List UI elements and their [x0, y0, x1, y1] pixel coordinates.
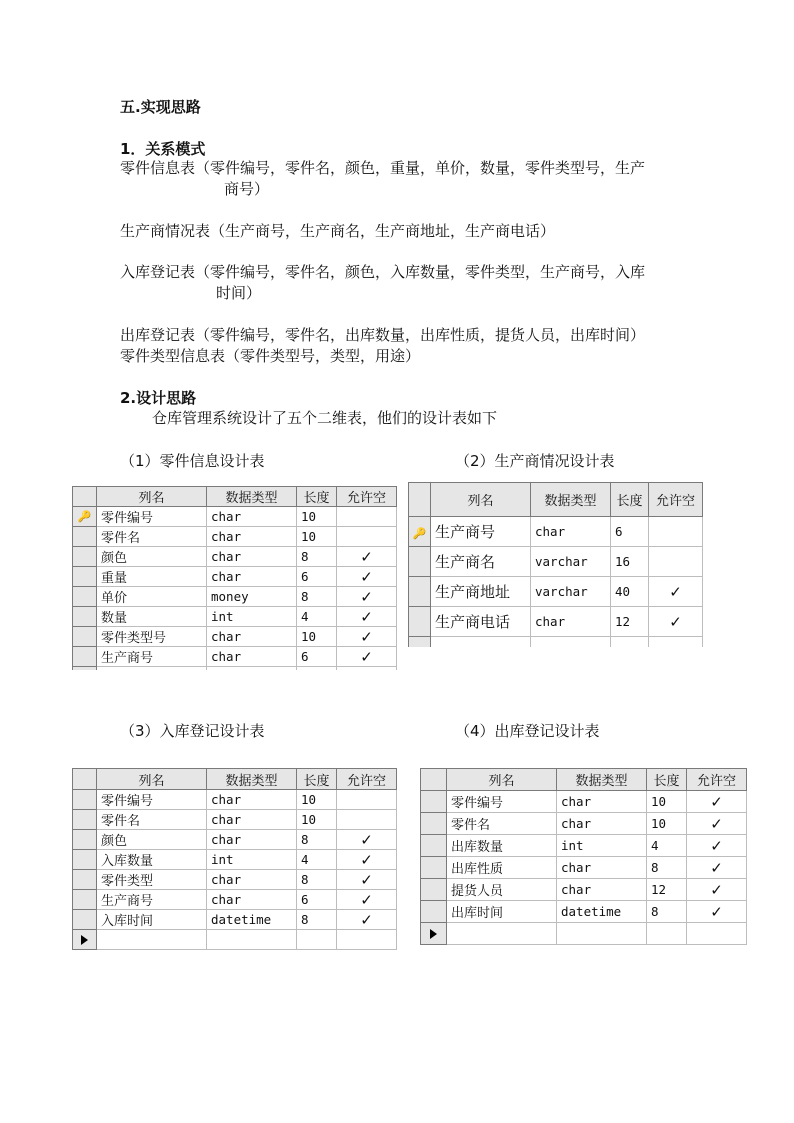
- length-cell[interactable]: 10: [647, 813, 687, 835]
- check-mark-icon: ✓: [360, 647, 373, 666]
- allow-null-checkbox[interactable]: [687, 901, 747, 923]
- empty-cell[interactable]: [447, 923, 557, 945]
- length-cell[interactable]: 10: [297, 507, 337, 527]
- data-type-cell[interactable]: char: [207, 567, 297, 587]
- empty-cell[interactable]: [531, 637, 611, 648]
- table-row[interactable]: [73, 810, 397, 830]
- data-type-cell[interactable]: int: [557, 835, 647, 857]
- allow-null-checkbox[interactable]: [649, 577, 703, 607]
- allow-null-checkbox[interactable]: [687, 879, 747, 901]
- check-mark-icon: ✓: [710, 880, 723, 899]
- check-mark-icon: ✓: [360, 627, 373, 646]
- check-mark-icon: ✓: [710, 836, 723, 855]
- design-table: [72, 486, 397, 670]
- check-mark-icon: ✓: [360, 870, 373, 889]
- empty-cell[interactable]: [207, 930, 297, 950]
- row-selector[interactable]: [421, 901, 447, 923]
- header-row: [421, 769, 747, 791]
- row-selector[interactable]: [409, 607, 431, 637]
- empty-cell[interactable]: [611, 637, 649, 648]
- column-name-header[interactable]: 列名: [97, 487, 207, 507]
- relation-in-line1: 入库登记表（零件编号，零件名，颜色，入库数量，零件类型，生产商号，入库: [120, 263, 646, 281]
- row-selector[interactable]: [73, 527, 97, 547]
- empty-cell[interactable]: [431, 637, 531, 648]
- data-type-cell[interactable]: int: [207, 607, 297, 627]
- length-header[interactable]: 长度: [297, 487, 337, 507]
- table-row[interactable]: [409, 577, 703, 607]
- data-type-cell[interactable]: char: [531, 517, 611, 547]
- check-mark-icon: ✓: [360, 607, 373, 626]
- allow-null-checkbox[interactable]: [649, 547, 703, 577]
- length-cell[interactable]: 10: [297, 790, 337, 810]
- length-header[interactable]: 长度: [611, 483, 649, 517]
- column-name-cell[interactable]: 零件名: [97, 810, 207, 830]
- length-cell[interactable]: 12: [647, 879, 687, 901]
- new-row-selector[interactable]: [409, 637, 431, 648]
- allow-null-checkbox[interactable]: [687, 791, 747, 813]
- allow-null-header[interactable]: 允许空: [337, 769, 397, 790]
- empty-cell[interactable]: [297, 930, 337, 950]
- table-row[interactable]: [73, 507, 397, 527]
- relation-parts-line1: 零件信息表（零件编号，零件名，颜色，重量，单价，数量，零件类型号，生产: [120, 159, 646, 177]
- row-selector[interactable]: [421, 791, 447, 813]
- new-row[interactable]: [73, 930, 397, 950]
- row-selector[interactable]: [73, 850, 97, 870]
- subheading-design: 2.设计思路: [120, 389, 197, 407]
- empty-cell[interactable]: [97, 667, 207, 671]
- row-selector-header: [421, 769, 447, 791]
- column-name-cell[interactable]: 生产商电话: [431, 607, 531, 637]
- empty-cell[interactable]: [97, 930, 207, 950]
- design-table: [408, 482, 703, 647]
- check-mark-icon: ✓: [669, 612, 682, 631]
- table-row[interactable]: [421, 879, 747, 901]
- length-cell[interactable]: 4: [647, 835, 687, 857]
- new-row-selector[interactable]: [73, 930, 97, 950]
- table-row[interactable]: [73, 890, 397, 910]
- table-row[interactable]: [73, 647, 397, 667]
- table-row[interactable]: [421, 791, 747, 813]
- section-title: 五.实现思路: [120, 98, 201, 116]
- check-mark-icon: ✓: [710, 792, 723, 811]
- column-name-cell[interactable]: 出库时间: [447, 901, 557, 923]
- row-selector[interactable]: [409, 547, 431, 577]
- length-cell[interactable]: 8: [647, 901, 687, 923]
- length-cell[interactable]: 8: [297, 870, 337, 890]
- check-mark-icon: ✓: [360, 910, 373, 929]
- data-type-cell[interactable]: char: [207, 647, 297, 667]
- check-mark-icon: ✓: [360, 850, 373, 869]
- row-selector[interactable]: [73, 870, 97, 890]
- column-name-cell[interactable]: 出库性质: [447, 857, 557, 879]
- allow-null-checkbox[interactable]: [337, 507, 397, 527]
- row-selector[interactable]: [73, 507, 97, 527]
- column-name-cell[interactable]: 零件编号: [97, 507, 207, 527]
- relation-parts-line2: 商号）: [224, 180, 270, 198]
- caption-table-2: （2）生产商情况设计表: [455, 452, 615, 470]
- column-name-cell[interactable]: 生产商号: [431, 517, 531, 547]
- column-name-header[interactable]: 列名: [431, 483, 531, 517]
- table-row[interactable]: [73, 527, 397, 547]
- table-row[interactable]: [73, 627, 397, 647]
- length-cell[interactable]: 6: [611, 517, 649, 547]
- check-mark-icon: ✓: [360, 567, 373, 586]
- row-selector[interactable]: [73, 910, 97, 930]
- header-row: [73, 487, 397, 507]
- column-name-cell[interactable]: 生产商地址: [431, 577, 531, 607]
- length-cell[interactable]: 8: [297, 910, 337, 930]
- column-name-cell[interactable]: 入库数量: [97, 850, 207, 870]
- header-row: [73, 769, 397, 790]
- table-row[interactable]: [409, 607, 703, 637]
- check-mark-icon: ✓: [710, 902, 723, 921]
- column-name-cell[interactable]: 出库数量: [447, 835, 557, 857]
- data-type-cell[interactable]: int: [207, 850, 297, 870]
- data-type-cell[interactable]: char: [207, 790, 297, 810]
- empty-cell[interactable]: [649, 637, 703, 648]
- length-cell[interactable]: 8: [297, 587, 337, 607]
- primary-key-icon: 🔑: [412, 526, 427, 540]
- row-selector[interactable]: [73, 627, 97, 647]
- table-row[interactable]: [421, 901, 747, 923]
- design-grid-maker: [408, 482, 720, 647]
- length-cell[interactable]: 8: [297, 830, 337, 850]
- length-cell[interactable]: 10: [297, 810, 337, 830]
- allow-null-checkbox[interactable]: [337, 607, 397, 627]
- empty-cell[interactable]: [647, 923, 687, 945]
- allow-null-checkbox[interactable]: [337, 850, 397, 870]
- allow-null-checkbox[interactable]: [687, 857, 747, 879]
- table-row[interactable]: [73, 547, 397, 567]
- table-row[interactable]: [73, 850, 397, 870]
- row-selector[interactable]: [73, 810, 97, 830]
- data-type-cell[interactable]: char: [557, 813, 647, 835]
- row-selector[interactable]: [409, 517, 431, 547]
- table-row[interactable]: [73, 587, 397, 607]
- table-row[interactable]: [421, 857, 747, 879]
- row-selector[interactable]: [73, 547, 97, 567]
- length-cell[interactable]: 4: [297, 850, 337, 870]
- empty-cell[interactable]: [337, 667, 397, 671]
- design-grid-parts: [72, 486, 398, 670]
- data-type-cell[interactable]: char: [207, 527, 297, 547]
- column-name-header[interactable]: 列名: [97, 769, 207, 790]
- check-mark-icon: ✓: [360, 830, 373, 849]
- allow-null-header[interactable]: 允许空: [337, 487, 397, 507]
- data-type-header[interactable]: 数据类型: [531, 483, 611, 517]
- table-row[interactable]: [73, 567, 397, 587]
- table-row[interactable]: [73, 790, 397, 810]
- length-cell[interactable]: 8: [297, 547, 337, 567]
- column-name-cell[interactable]: 零件名: [97, 527, 207, 547]
- check-mark-icon: ✓: [360, 547, 373, 566]
- column-name-cell[interactable]: 零件类型号: [97, 627, 207, 647]
- column-name-cell[interactable]: 颜色: [97, 830, 207, 850]
- column-name-cell[interactable]: 重量: [97, 567, 207, 587]
- column-name-cell[interactable]: 提货人员: [447, 879, 557, 901]
- data-type-cell[interactable]: char: [557, 791, 647, 813]
- allow-null-checkbox[interactable]: [337, 870, 397, 890]
- data-type-cell[interactable]: char: [207, 870, 297, 890]
- allow-null-checkbox[interactable]: [337, 587, 397, 607]
- column-name-cell[interactable]: 数量: [97, 607, 207, 627]
- design-grid-in: [72, 768, 398, 952]
- row-selector[interactable]: [421, 879, 447, 901]
- table-row[interactable]: [73, 830, 397, 850]
- length-cell[interactable]: 6: [297, 647, 337, 667]
- row-selector[interactable]: [73, 567, 97, 587]
- row-selector[interactable]: [421, 857, 447, 879]
- column-name-cell[interactable]: 颜色: [97, 547, 207, 567]
- data-type-cell[interactable]: char: [207, 810, 297, 830]
- check-mark-icon: ✓: [710, 858, 723, 877]
- allow-null-checkbox[interactable]: [649, 607, 703, 637]
- new-row[interactable]: [421, 923, 747, 945]
- data-type-cell[interactable]: money: [207, 587, 297, 607]
- row-selector[interactable]: [73, 890, 97, 910]
- allow-null-checkbox[interactable]: [337, 830, 397, 850]
- allow-null-checkbox[interactable]: [337, 790, 397, 810]
- caption-table-1: （1）零件信息设计表: [120, 452, 265, 470]
- current-row-arrow-icon: [430, 929, 437, 939]
- check-mark-icon: ✓: [669, 582, 682, 601]
- column-name-cell[interactable]: 零件编号: [97, 790, 207, 810]
- design-table: [72, 768, 397, 950]
- caption-table-3: （3）入库登记设计表: [120, 722, 265, 740]
- data-type-cell[interactable]: char: [557, 879, 647, 901]
- length-cell[interactable]: 6: [297, 890, 337, 910]
- new-row-selector[interactable]: [73, 667, 97, 671]
- column-name-cell[interactable]: 单价: [97, 587, 207, 607]
- design-grid-out: [420, 768, 756, 945]
- data-type-cell[interactable]: datetime: [557, 901, 647, 923]
- allow-null-header[interactable]: 允许空: [649, 483, 703, 517]
- data-type-cell[interactable]: char: [207, 890, 297, 910]
- data-type-cell[interactable]: char: [207, 627, 297, 647]
- data-type-cell[interactable]: char: [557, 857, 647, 879]
- column-name-cell[interactable]: 生产商名: [431, 547, 531, 577]
- row-selector-header: [73, 487, 97, 507]
- allow-null-checkbox[interactable]: [337, 547, 397, 567]
- new-row[interactable]: [409, 637, 703, 648]
- allow-null-checkbox[interactable]: [687, 813, 747, 835]
- length-cell[interactable]: 4: [297, 607, 337, 627]
- row-selector-header: [73, 769, 97, 790]
- relation-maker: 生产商情况表（生产商号，生产商名，生产商地址，生产商电话）: [120, 222, 556, 240]
- data-type-cell[interactable]: varchar: [531, 547, 611, 577]
- length-cell[interactable]: 16: [611, 547, 649, 577]
- column-name-cell[interactable]: 生产商号: [97, 647, 207, 667]
- length-cell[interactable]: 10: [647, 791, 687, 813]
- row-selector[interactable]: [73, 790, 97, 810]
- row-selector[interactable]: [73, 830, 97, 850]
- table-row[interactable]: [73, 910, 397, 930]
- table-row[interactable]: [421, 813, 747, 835]
- allow-null-checkbox[interactable]: [337, 527, 397, 547]
- empty-cell[interactable]: [687, 923, 747, 945]
- check-mark-icon: ✓: [360, 890, 373, 909]
- column-name-header[interactable]: 列名: [447, 769, 557, 791]
- length-cell[interactable]: 40: [611, 577, 649, 607]
- data-type-cell[interactable]: char: [531, 607, 611, 637]
- data-type-header[interactable]: 数据类型: [207, 769, 297, 790]
- empty-cell[interactable]: [297, 667, 337, 671]
- column-name-cell[interactable]: 生产商号: [97, 890, 207, 910]
- column-name-cell[interactable]: 零件名: [447, 813, 557, 835]
- length-cell[interactable]: 6: [297, 567, 337, 587]
- relation-out: 出库登记表（零件编号，零件名，出库数量，出库性质，提货人员，出库时间）: [120, 326, 646, 344]
- row-selector[interactable]: [409, 577, 431, 607]
- allow-null-header[interactable]: 允许空: [687, 769, 747, 791]
- data-type-cell[interactable]: datetime: [207, 910, 297, 930]
- allow-null-checkbox[interactable]: [337, 890, 397, 910]
- current-row-arrow-icon: [81, 935, 88, 945]
- row-selector[interactable]: [73, 647, 97, 667]
- length-header[interactable]: 长度: [647, 769, 687, 791]
- table-row[interactable]: [409, 517, 703, 547]
- table-row[interactable]: [73, 607, 397, 627]
- row-selector-header: [409, 483, 431, 517]
- relation-in-line2: 时间）: [216, 284, 262, 302]
- allow-null-checkbox[interactable]: [337, 810, 397, 830]
- allow-null-checkbox[interactable]: [337, 647, 397, 667]
- data-type-cell[interactable]: char: [207, 507, 297, 527]
- design-table: [420, 768, 747, 945]
- row-selector[interactable]: [421, 813, 447, 835]
- column-name-cell[interactable]: 零件编号: [447, 791, 557, 813]
- length-header[interactable]: 长度: [297, 769, 337, 790]
- caption-table-4: （4）出库登记设计表: [455, 722, 600, 740]
- data-type-cell[interactable]: char: [207, 830, 297, 850]
- subheading-relation-schema: 1．关系模式: [120, 140, 206, 158]
- relation-type: 零件类型信息表（零件类型号，类型，用途）: [120, 347, 421, 365]
- empty-cell[interactable]: [557, 923, 647, 945]
- header-row: [409, 483, 703, 517]
- allow-null-checkbox[interactable]: [337, 627, 397, 647]
- row-selector[interactable]: [73, 607, 97, 627]
- empty-cell[interactable]: [207, 667, 297, 671]
- empty-cell[interactable]: [337, 930, 397, 950]
- table-row[interactable]: [421, 835, 747, 857]
- length-cell[interactable]: 10: [297, 527, 337, 547]
- data-type-header[interactable]: 数据类型: [207, 487, 297, 507]
- row-selector[interactable]: [73, 587, 97, 607]
- data-type-cell[interactable]: varchar: [531, 577, 611, 607]
- data-type-cell[interactable]: char: [207, 547, 297, 567]
- row-selector[interactable]: [421, 835, 447, 857]
- data-type-header[interactable]: 数据类型: [557, 769, 647, 791]
- column-name-cell[interactable]: 入库时间: [97, 910, 207, 930]
- check-mark-icon: ✓: [710, 814, 723, 833]
- check-mark-icon: ✓: [360, 587, 373, 606]
- new-row-selector[interactable]: [421, 923, 447, 945]
- allow-null-checkbox[interactable]: [649, 517, 703, 547]
- length-cell[interactable]: 8: [647, 857, 687, 879]
- design-intro: 仓库管理系统设计了五个二维表，他们的设计表如下: [152, 409, 498, 427]
- table-row[interactable]: [409, 547, 703, 577]
- length-cell[interactable]: 12: [611, 607, 649, 637]
- allow-null-checkbox[interactable]: [687, 835, 747, 857]
- length-cell[interactable]: 10: [297, 627, 337, 647]
- primary-key-icon: 🔑: [77, 510, 92, 523]
- allow-null-checkbox[interactable]: [337, 567, 397, 587]
- table-row[interactable]: [73, 870, 397, 890]
- allow-null-checkbox[interactable]: [337, 910, 397, 930]
- new-row[interactable]: [73, 667, 397, 671]
- column-name-cell[interactable]: 零件类型: [97, 870, 207, 890]
